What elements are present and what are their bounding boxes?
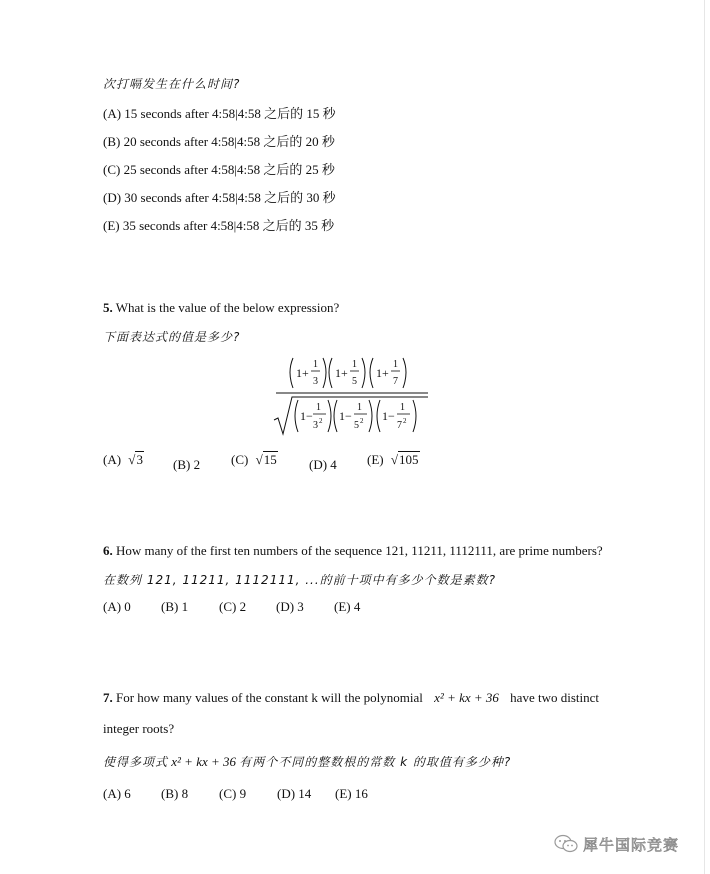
svg-text:1: 1 xyxy=(357,402,362,413)
q7-question-en-line2: integer roots? xyxy=(103,721,175,736)
denominator xyxy=(295,400,416,432)
q6-option-d: (D) 3 xyxy=(276,599,304,614)
svg-text:7: 7 xyxy=(397,420,402,431)
q6-option-b: (B) 1 xyxy=(161,599,189,614)
q7-cn-1: 使得多项式 xyxy=(103,755,169,769)
q5-option-b-value: 2 xyxy=(193,457,201,472)
q5-option-b xyxy=(173,457,200,473)
wechat-icon xyxy=(553,833,579,855)
q7-option-e: (E) 16 xyxy=(335,786,368,801)
svg-text:7: 7 xyxy=(393,376,398,387)
q7-number: 7. xyxy=(103,690,113,705)
q6-option-c: (C) 2 xyxy=(219,599,247,614)
svg-text:1: 1 xyxy=(313,359,318,370)
q5-option-d-value: 4 xyxy=(330,457,337,472)
q4-option-b: (B) 20 seconds after 4:58|4:58 之后的 20 秒 xyxy=(103,134,335,149)
radical: √15 xyxy=(255,452,277,467)
svg-text:2: 2 xyxy=(403,417,407,425)
q7-polynomial: x² + kx + 36 xyxy=(434,690,499,705)
radical: √105 xyxy=(390,452,419,467)
svg-text:1−: 1− xyxy=(300,409,313,423)
svg-text:1−: 1− xyxy=(382,409,395,423)
q7-question-en-line1 xyxy=(103,690,599,706)
svg-text:1: 1 xyxy=(400,402,405,413)
q7-text-1: For how many values of the constant k will the polynomial xyxy=(116,690,423,705)
q7-text-2: have two distinct xyxy=(510,690,599,705)
q5-option-a-label: (A) xyxy=(103,452,122,467)
q5-option-e-value: 105 xyxy=(399,452,419,467)
svg-text:1+: 1+ xyxy=(296,366,309,380)
radical: √3 xyxy=(128,452,143,467)
page-edge-rule xyxy=(704,0,705,874)
q7-option-d: (D) 14 xyxy=(277,786,312,801)
q7-option-a: (A) 6 xyxy=(103,786,131,801)
svg-text:1+: 1+ xyxy=(376,366,389,380)
q7-option-c: (C) 9 xyxy=(219,786,247,801)
svg-text:3: 3 xyxy=(313,376,318,387)
q6-number: 6. xyxy=(103,543,113,558)
q4-option-e: (E) 35 seconds after 4:58|4:58 之后的 35 秒 xyxy=(103,218,335,233)
q4-question-cn: 次打嗝发生在什么时间? xyxy=(103,77,241,91)
svg-text:5: 5 xyxy=(354,420,359,431)
q5-number: 5. xyxy=(103,300,113,315)
svg-text:1+: 1+ xyxy=(335,366,348,380)
q7-polynomial-cn: x² + kx + 36 xyxy=(171,754,237,769)
q5-option-b-label: (B) xyxy=(173,457,191,472)
q5-option-c-value: 15 xyxy=(263,452,277,467)
svg-text:1: 1 xyxy=(393,359,398,370)
q5-option-c xyxy=(231,452,278,468)
q6-option-e: (E) 4 xyxy=(334,599,361,614)
q7-cn-2: 有两个不同的整数根的常数 k 的取值有多少种? xyxy=(239,755,512,769)
svg-text:1: 1 xyxy=(316,402,321,413)
svg-text:5: 5 xyxy=(352,376,357,387)
watermark xyxy=(553,833,693,857)
q6-option-a: (A) 0 xyxy=(103,599,131,614)
q5-expression xyxy=(270,350,440,440)
q5-option-c-label: (C) xyxy=(231,452,249,467)
q7-option-b: (B) 8 xyxy=(161,786,189,801)
q6-question-en xyxy=(103,543,603,559)
numerator xyxy=(290,358,406,388)
svg-text:2: 2 xyxy=(319,417,323,425)
q7-question-cn xyxy=(103,753,511,770)
q5-text: What is the value of the below expression? xyxy=(115,300,340,315)
q5-question-en xyxy=(103,300,339,316)
q5-option-d-label: (D) xyxy=(309,457,328,472)
q4-option-c: (C) 25 seconds after 4:58|4:58 之后的 25 秒 xyxy=(103,162,335,177)
svg-text:3: 3 xyxy=(313,420,318,431)
q4-option-a: (A) 15 seconds after 4:58|4:58 之后的 15 秒 xyxy=(103,106,336,121)
q5-option-a xyxy=(103,452,144,468)
q5-option-d xyxy=(309,457,337,473)
q6-question-cn: 在数列 121, 11211, 1112111, ...的前十项中有多少个数是素数? xyxy=(103,573,497,587)
q6-text: How many of the first ten numbers of the sequence 121, 11211, 1112111, are prime numbers? xyxy=(116,543,603,558)
watermark-text: 犀牛国际竞赛 xyxy=(583,836,680,854)
svg-text:2: 2 xyxy=(360,417,364,425)
q5-option-e-label: (E) xyxy=(367,452,384,467)
q5-question-cn: 下面表达式的值是多少? xyxy=(103,330,241,344)
svg-text:1−: 1− xyxy=(339,409,352,423)
svg-text:1: 1 xyxy=(352,359,357,370)
q4-option-d: (D) 30 seconds after 4:58|4:58 之后的 30 秒 xyxy=(103,190,336,205)
q5-option-a-value: 3 xyxy=(136,452,143,467)
q5-option-e xyxy=(367,452,420,468)
